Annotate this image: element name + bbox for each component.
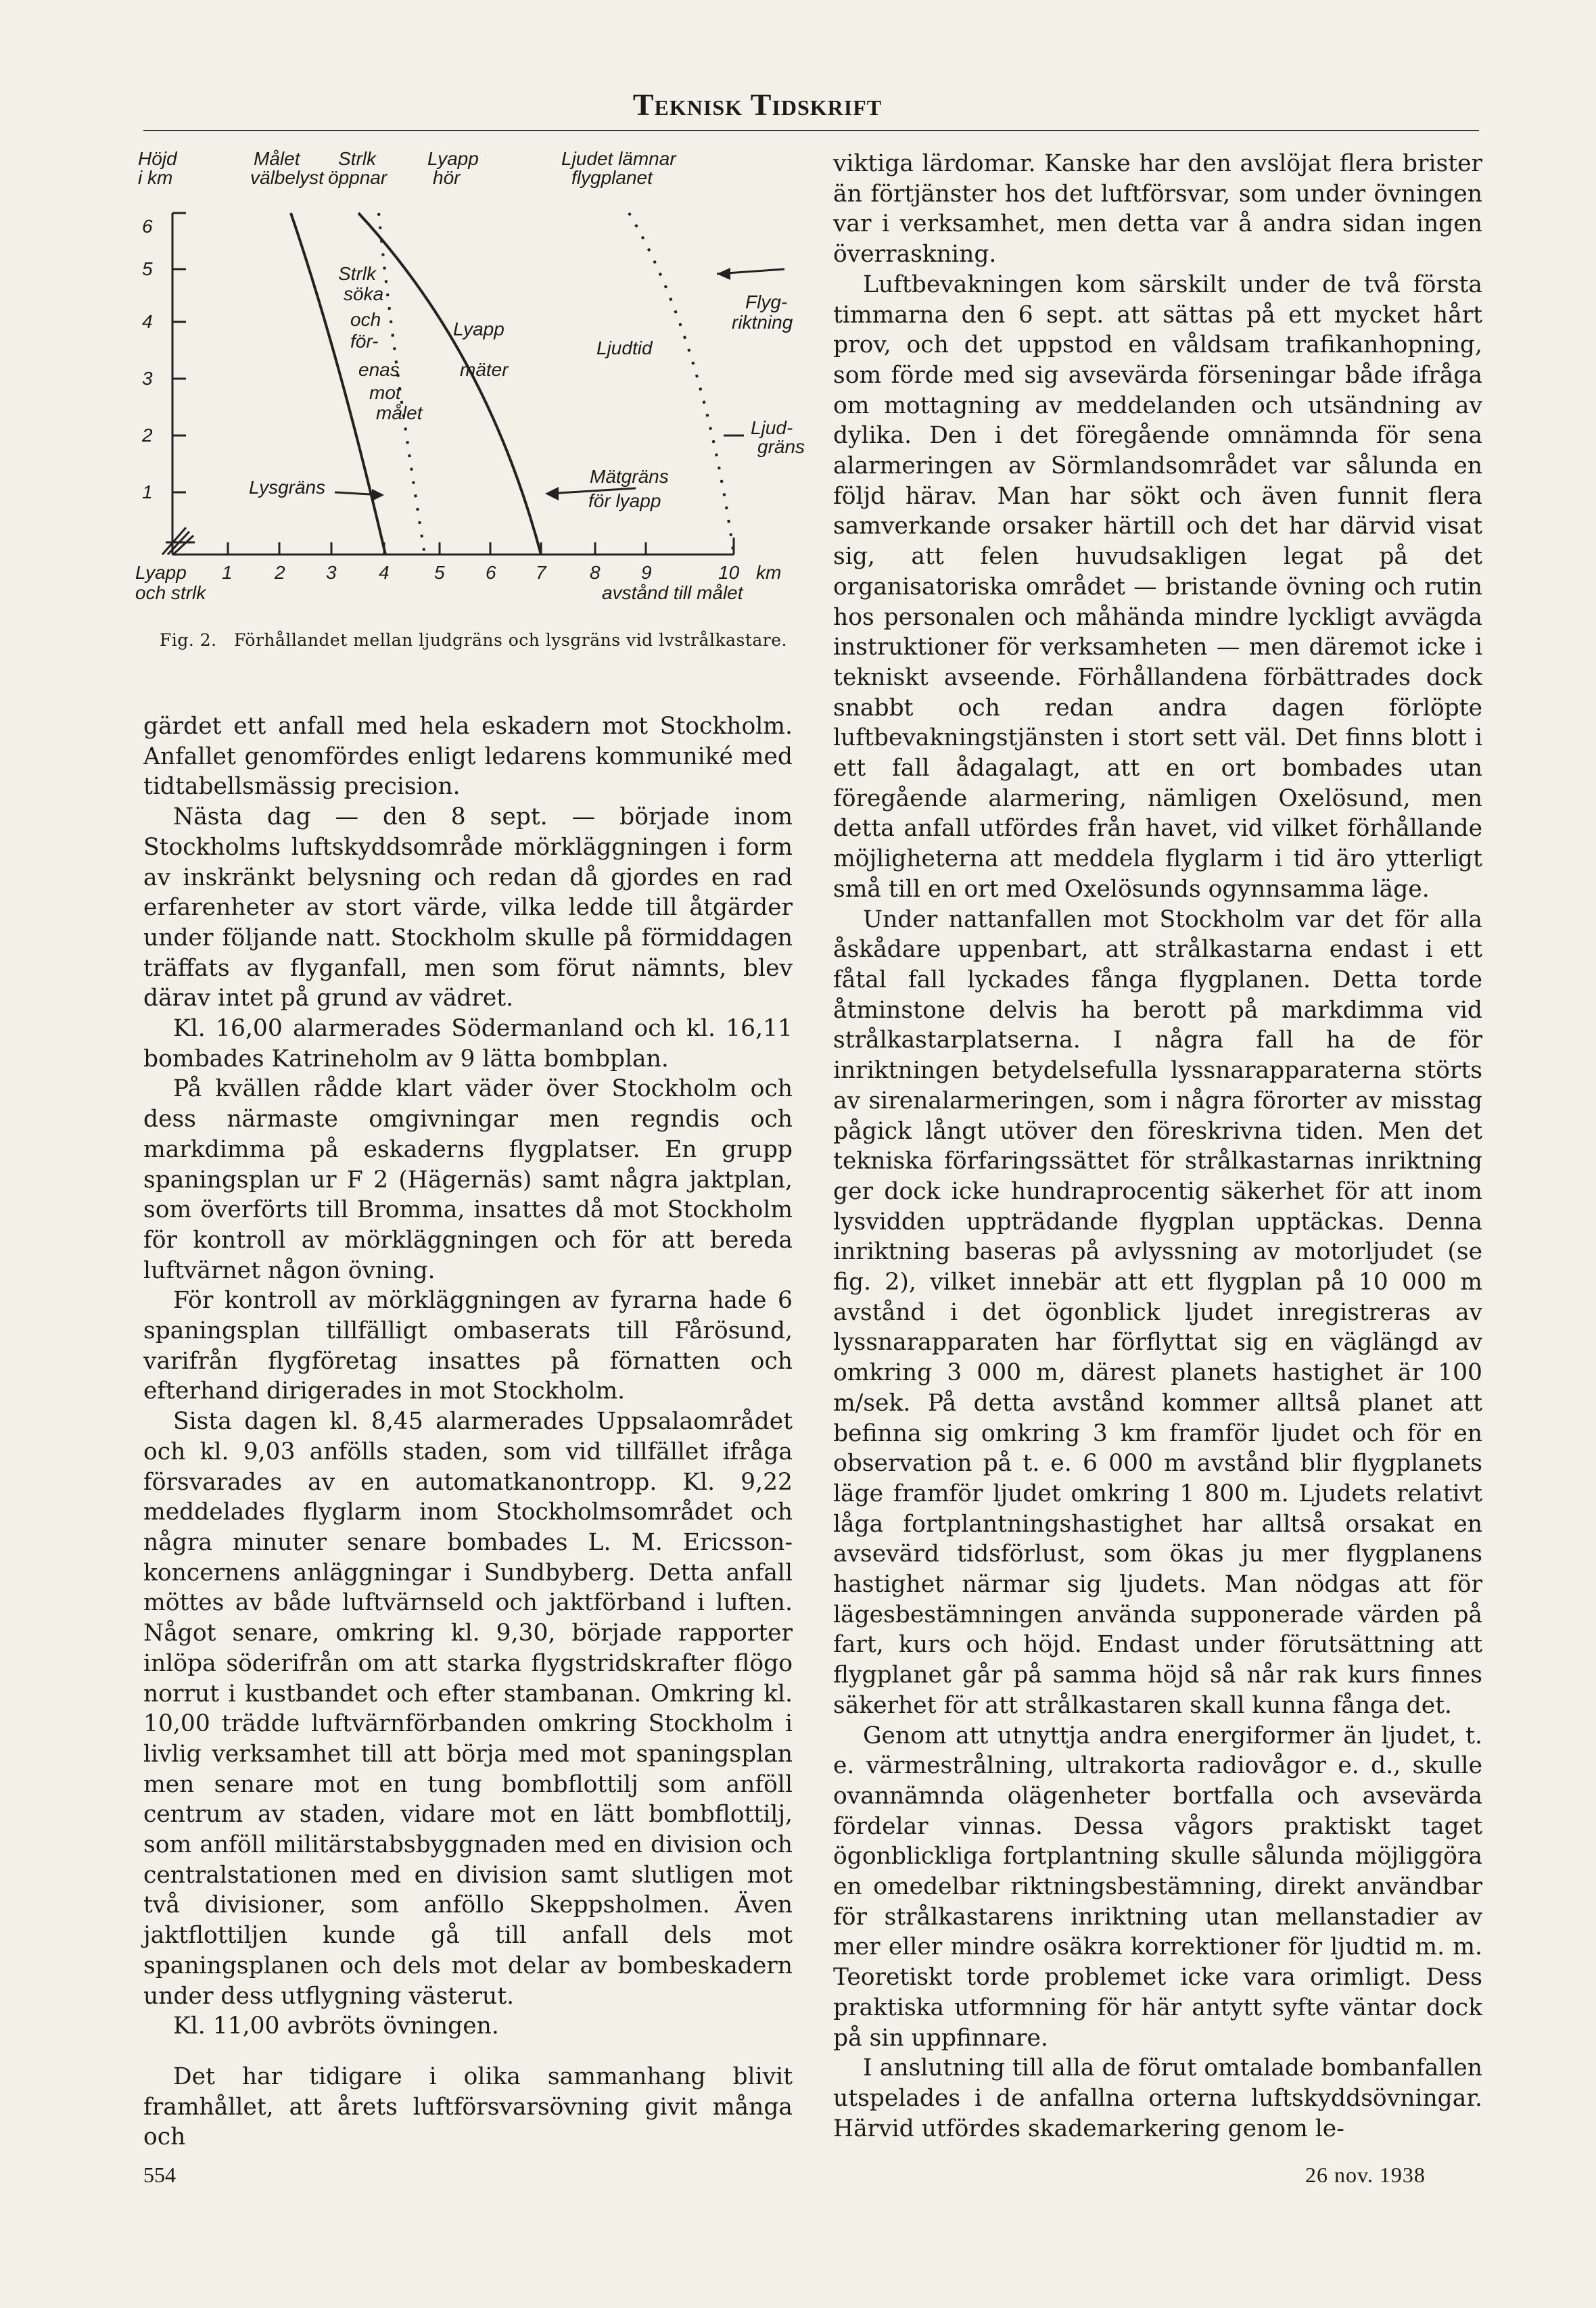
label-ljudtid: Ljudtid — [596, 337, 653, 358]
paragraph: Sista dagen kl. 8,45 alarmerades Uppsalaområdet och kl. 9,03 anfölls staden, som vid tillfället ifråga försvarades av en automatkanontropp. Kl. 9,22 meddelades flyglarm inom Stockholmsområdet och några minuter senare bombades L. M. Ericsson-koncernens anläggningar i Sundbyberg. Detta anfall möttes av både luftvärnseld och jaktförband i luften. Något senare, omkring kl. 9,30, började rapporter inlöpa söderifrån om att starka flygstridskrafter flögo norrut i kustbandet och efter stambanan. Omkring kl. 10,00 trädde luftvärnförbanden omkring Stockholm i livlig verksamhet till att börja med mot spaningsplan men senare mot en tung bombflottilj som anföll centrum av staden, vidare mot en lätt bombflottilj, som anföll militärstabsbyggnaden med en division och centralstationen med en division samt slutligen mot två divisioner, som anföllo Skeppsholmen. Även jaktflottiljen kunde gå till anfall dels mot spaningsplanen och dels mot delar av bombeskadern under dess utflygning västerut. — [143, 1408, 793, 2010]
y-tick-marks — [172, 213, 186, 492]
y-tick-4: 4 — [142, 311, 153, 332]
y-tick-2: 2 — [142, 425, 153, 446]
label-malet-2: välbelyst — [250, 167, 324, 188]
label-strlk-soka-4: för- — [350, 331, 379, 352]
label-lyapp-hor-1: Lyapp — [427, 148, 479, 169]
journal-title: Teknisk Tidskrift — [632, 87, 883, 122]
label-flygriktning-1: Flyg- — [745, 291, 788, 312]
label-lyapp-hor-2: hör — [433, 167, 461, 188]
label-matgrans-2: för lyapp — [588, 490, 661, 511]
figure-caption — [149, 629, 798, 652]
x-tick-10: 10 — [718, 562, 740, 583]
paragraph: På kvällen rådde klart väder över Stockholm och dess närmaste omgivningar men regndis och markdimma på eskaderns flygplatser. En grupp spaningsplan ur F 2 (Hägernäs) samt några jaktplan, som överförts till Bromma, insattes då mot Stockholm för kontroll av mörkläggningen och för att bereda luftvärnet någon övning. — [143, 1075, 793, 1284]
label-lyapp-mater-1: Lyapp — [453, 319, 504, 339]
label-ljudet-lamnar-1: Ljudet lämnar — [561, 148, 676, 169]
x-tick-8: 8 — [590, 562, 601, 583]
x-tick-3: 3 — [326, 562, 337, 583]
label-lyapp-och-strlk-1: Lyapp — [135, 562, 187, 583]
label-ljudet-lamnar-2: flygplanet — [571, 167, 653, 188]
label-km: km — [756, 562, 782, 583]
x-tick-5: 5 — [434, 562, 445, 583]
label-lysgrans: Lysgräns — [249, 477, 326, 498]
paragraph: viktiga lärdomar. Kanske har den avslöjat flera brister än förtjänster hos det luftförsvar, som under övningen var i verksamhet, men detta var å andra sidan ingen överraskning. — [833, 150, 1482, 268]
x-tick-9: 9 — [641, 562, 652, 583]
label-strlk-oppnar-2: öppnar — [328, 167, 388, 188]
paragraph: För kontroll av mörkläggningen av fyrarna hade 6 spaningsplan tillfälligt ombaserats till Fårösund, varifrån flygföretag insattes på förnatten och efterhand dirigerades in mot Stockholm. — [143, 1287, 793, 1405]
paragraph: Under nattanfallen mot Stockholm var det för alla åskådare uppenbart, att strålkastarna endast i ett fåtal fall lyckades fånga flygplanen. Detta torde åtminstone delvis ha berott på markdimma vid strålkastarplatserna. I några fall ha de för inriktningen betydelsefulla lyssnarapparaterna störts av sirenalarmeringen, som i några förorter av misstag pågick långt utöver den föreskrivna tiden. Men det tekniska förfaringssättet för strålkastarnas inriktning ger dock icke hundraprocentig säkerhet för att inom lysvidden uppträdande flygplan upptäckas. Denna inriktning baseras på avlyssning av motorljudet (se fig. 2), vilket innebär att ett flygplan på 10 000 m avstånd i det ögonblick ljudet inregistreras av lyssnarapparaten har förflyttat sig en väglängd av omkring 3 000 m, därest planets hastighet är 100 m/sek. På detta avstånd kommer alltså planet att befinna sig omkring 3 km framför ljudet och för en observation på t. e. 6 000 m avstånd blir flygplanets läge framför ljudet omkring 1 800 m. Ljudets relativt låga fortplantningshastighet har alltså orsakat en avsevärd tidsförlust, som ökas ju mer flygplanens hastighet närmar sig ljudets. Man nödgas att för lägesbestämningen använda supponerade värden på fart, kurs och höjd. Endast under förutsättning att flygplanet går på samma höjd så når rak kurs finnes säkerhet för att strålkastaren skall kunna fånga det. — [833, 905, 1482, 1719]
label-strlk-soka-1: Strlk — [338, 263, 376, 284]
label-strlk-soka-5: enas — [358, 359, 400, 380]
label-i-km: i km — [138, 167, 173, 188]
paragraph: gärdet ett anfall med hela eskadern mot Stockholm. Anfallet genomfördes enligt ledarens kommuniké med tidtabellsmässig precision. — [143, 713, 793, 801]
caption-label: Fig. 2. — [160, 630, 217, 650]
paragraph: Nästa dag — den 8 sept. — började inom Stockholms luftskyddsområde mörkläggningen i form av inskränkt belysning och redan då gjordes en rad erfarenheter av stort värde, vilka ledde till åtgärder under följande natt. Stockholm skulle på förmiddagen träffats av flyganfall, men som förut nämnts, blev därav intet på grund av vädret. — [143, 803, 793, 1012]
paragraph: Genom att utnyttja andra energiformer än ljudet, t. e. värmestrålning, ultrakorta radiovågor e. d., skulle ovannämnda olägenheter bortfalla och avsevärda fördelar vinnas. Dessa vågors praktiskt taget ögonblickliga fortplantning skulle sålunda möjliggöra en omedelbar riktningsbestämning, direkt användbar för strålkastarens inriktning utan mellanstadier av mer eller mindre osäkra korrektioner för ljudtid m. m. Teoretiskt torde problemet icke vara orimligt. Dess praktiska utformning för här antytt syfte väntar dock på sin uppfinnare. — [833, 1722, 1482, 2052]
label-matgrans-1: Mätgräns — [590, 466, 669, 487]
label-strlk-oppnar-1: Strlk — [338, 148, 376, 169]
label-hojd: Höjd — [138, 148, 177, 169]
caption-text: Förhållandet mellan ljudgräns och lysgräns vid lvstrålkastare. — [233, 630, 787, 650]
x-tick-6: 6 — [486, 562, 496, 583]
label-strlk-soka-7: målet — [376, 402, 423, 423]
label-strlk-soka-2: söka — [344, 283, 384, 304]
label-lyapp-och-strlk-2: och strlk — [135, 582, 206, 603]
x-tick-marks — [228, 538, 734, 555]
paragraph: Det har tidigare i olika sammanhang blivit framhållet, att årets luftförsvarsövning givit många och — [143, 2063, 793, 2151]
label-flygriktning-2: riktning — [732, 312, 793, 333]
label-strlk-soka-6: mot — [369, 382, 401, 403]
x-tick-4: 4 — [379, 562, 390, 583]
paragraph: I anslutning till alla de förut omtalade bombanfallen utspelades i de anfallna orterna luftskyddsövningar. Härvid utfördes skademarkering genom le- — [833, 2054, 1482, 2142]
y-tick-6: 6 — [142, 216, 153, 237]
observer-symbol-icon — [162, 527, 195, 555]
y-tick-5: 5 — [142, 258, 153, 279]
right-column — [833, 149, 1482, 2144]
header-rule — [143, 130, 1479, 131]
y-tick-1: 1 — [142, 481, 153, 502]
paragraph: Luftbevakningen kom särskilt under de två första timmarna den 6 sept. att sättas på ett mycket hårt prov, och det uppstod en våldsam trafikanhopning, som förde med sig avsevärda förseningar både ifråga om mottagning av meddelanden och utsändning av dylika. Den i det föregående omnämnda för sena alarmeringen av Sörmlandsområdet var sålunda en följd härav. Man har sökt och även funnit flera samverkande orsaker härtill och det har därvid visat sig, att felen huvudsakligen legat på det organisatoriska området — bristande övning och rutin hos personalen och måhända mindre lyckligt avvägda instruktioner för verksamheten — men däremot icke i tekniskt avseende. Förhållandena förbättrades dock snabbt och redan andra dagen förlöpte luftbevakningstjänsten i stort sett väl. Det finns blott i ett fall ådagalagt, att en ort bombades utan föregående alarmering, nämligen Oxelösund, men detta anfall utfördes från havet, vid vilket förhållande möjligheterna att meddela flyglarm i tid äro ytterligt små till en ort med Oxelösunds ogynnsamma läge. — [833, 270, 1482, 903]
x-tick-7: 7 — [536, 562, 546, 583]
label-lyapp-mater-2: mäter — [460, 359, 509, 380]
left-column — [143, 711, 793, 2152]
paragraph: Kl. 11,00 avbröts övningen. — [173, 2012, 499, 2040]
figure-2 — [135, 149, 805, 676]
issue-date: 26 nov. 1938 — [1305, 2163, 1426, 2187]
label-ljudgrans-2: gräns — [757, 436, 805, 457]
label-malet-1: Målet — [254, 148, 300, 169]
paragraph: Kl. 16,00 alarmerades Södermanland och kl. 16,11 bombades Katrineholm av 9 lätta bombplan. — [143, 1015, 793, 1073]
label-ljudgrans-1: Ljud- — [751, 417, 793, 438]
page-number: 554 — [143, 2163, 176, 2187]
figure-diagram — [135, 149, 805, 636]
label-avstand: avstånd till målet — [602, 582, 743, 603]
x-tick-2: 2 — [275, 562, 285, 583]
y-tick-3: 3 — [142, 368, 153, 389]
label-strlk-soka-3: och — [350, 309, 381, 330]
x-tick-1: 1 — [222, 562, 233, 583]
